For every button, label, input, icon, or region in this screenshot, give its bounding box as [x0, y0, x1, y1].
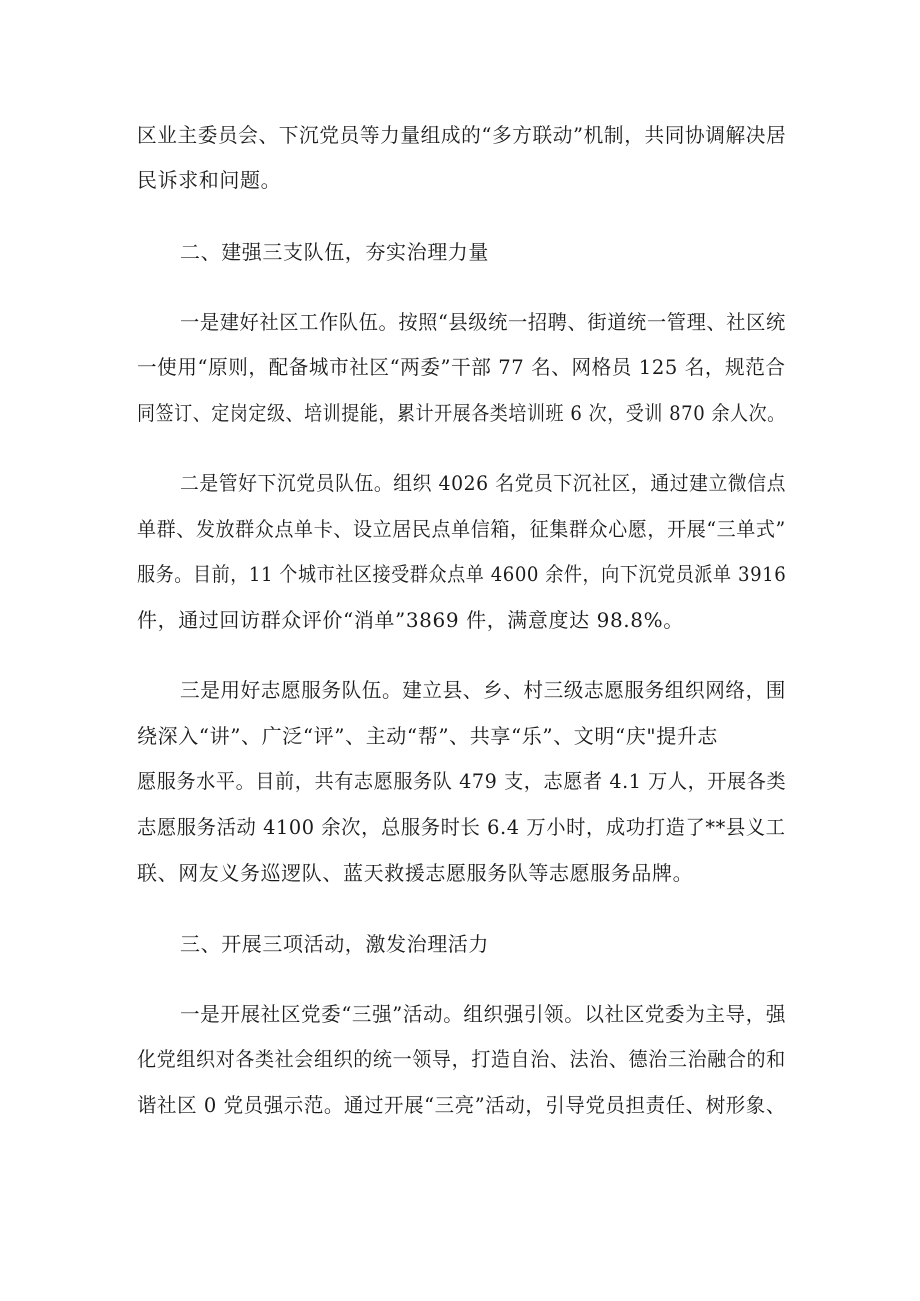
paragraph-line: 愿服务水平。目前，共有志愿服务队 479 支，志愿者 4.1 万人，开展各类 [137, 769, 787, 793]
paragraph-line: 件，通过回访群众评价“消单”3869 件，满意度达 98.8%。 [137, 608, 684, 632]
paragraph-line: 一是开展社区党委“三强”活动。组织强引领。以社区党委为主导，强 [180, 1002, 787, 1026]
paragraph-line: 区业主委员会、下沉党员等力量组成的“多方联动”机制，共同协调解决居 [137, 123, 787, 147]
paragraph-line: 谐社区 0 党员强示范。通过开展“三亮”活动，引导党员担责任、树形象、 [137, 1093, 786, 1117]
paragraph-line: 化党组织对各类社会组织的统一领导，打造自治、法治、德治三治融合的和 [137, 1047, 786, 1071]
section-heading: 三、开展三项活动，激发治理活力 [180, 932, 489, 956]
paragraph-line: 服务。目前，11 个城市社区接受群众点单 4600 余件，向下沉党员派单 3916 [137, 562, 787, 586]
paragraph-line: 绕深入“讲”、广泛“评”、主动“帮”、共享“乐”、文明“庆"提升志 [137, 724, 719, 748]
paragraph-line: 三是用好志愿服务队伍。建立县、乡、村三级志愿服务组织网络，围 [180, 678, 786, 702]
paragraph-line: 同签订、定岗定级、培训提能，累计开展各类培训班 6 次，受训 870 余人次。 [137, 401, 786, 425]
paragraph-line: 联、网友义务巡逻队、蓝天救援志愿服务队等志愿服务品牌。 [137, 861, 694, 885]
paragraph-line: 民诉求和问题。 [137, 168, 282, 192]
paragraph-line: 一是建好社区工作队伍。按照“县级统一招聘、街道统一管理、社区统 [180, 310, 786, 334]
paragraph-line: 二是管好下沉党员队伍。组织 4026 名党员下沉社区，通过建立微信点 [180, 471, 787, 495]
paragraph-line: 一使用“原则，配备城市社区“两委”干部 77 名、网格员 125 名，规范合 [137, 355, 786, 379]
section-heading: 二、建强三支队伍，夯实治理力量 [180, 240, 489, 264]
paragraph-line: 志愿服务活动 4100 余次，总服务时长 6.4 万小时，成功打造了**县义工 [137, 815, 786, 839]
paragraph-line: 单群、发放群众点单卡、设立居民点单信箱，征集群众心愿，开展“三单式” [137, 517, 786, 541]
